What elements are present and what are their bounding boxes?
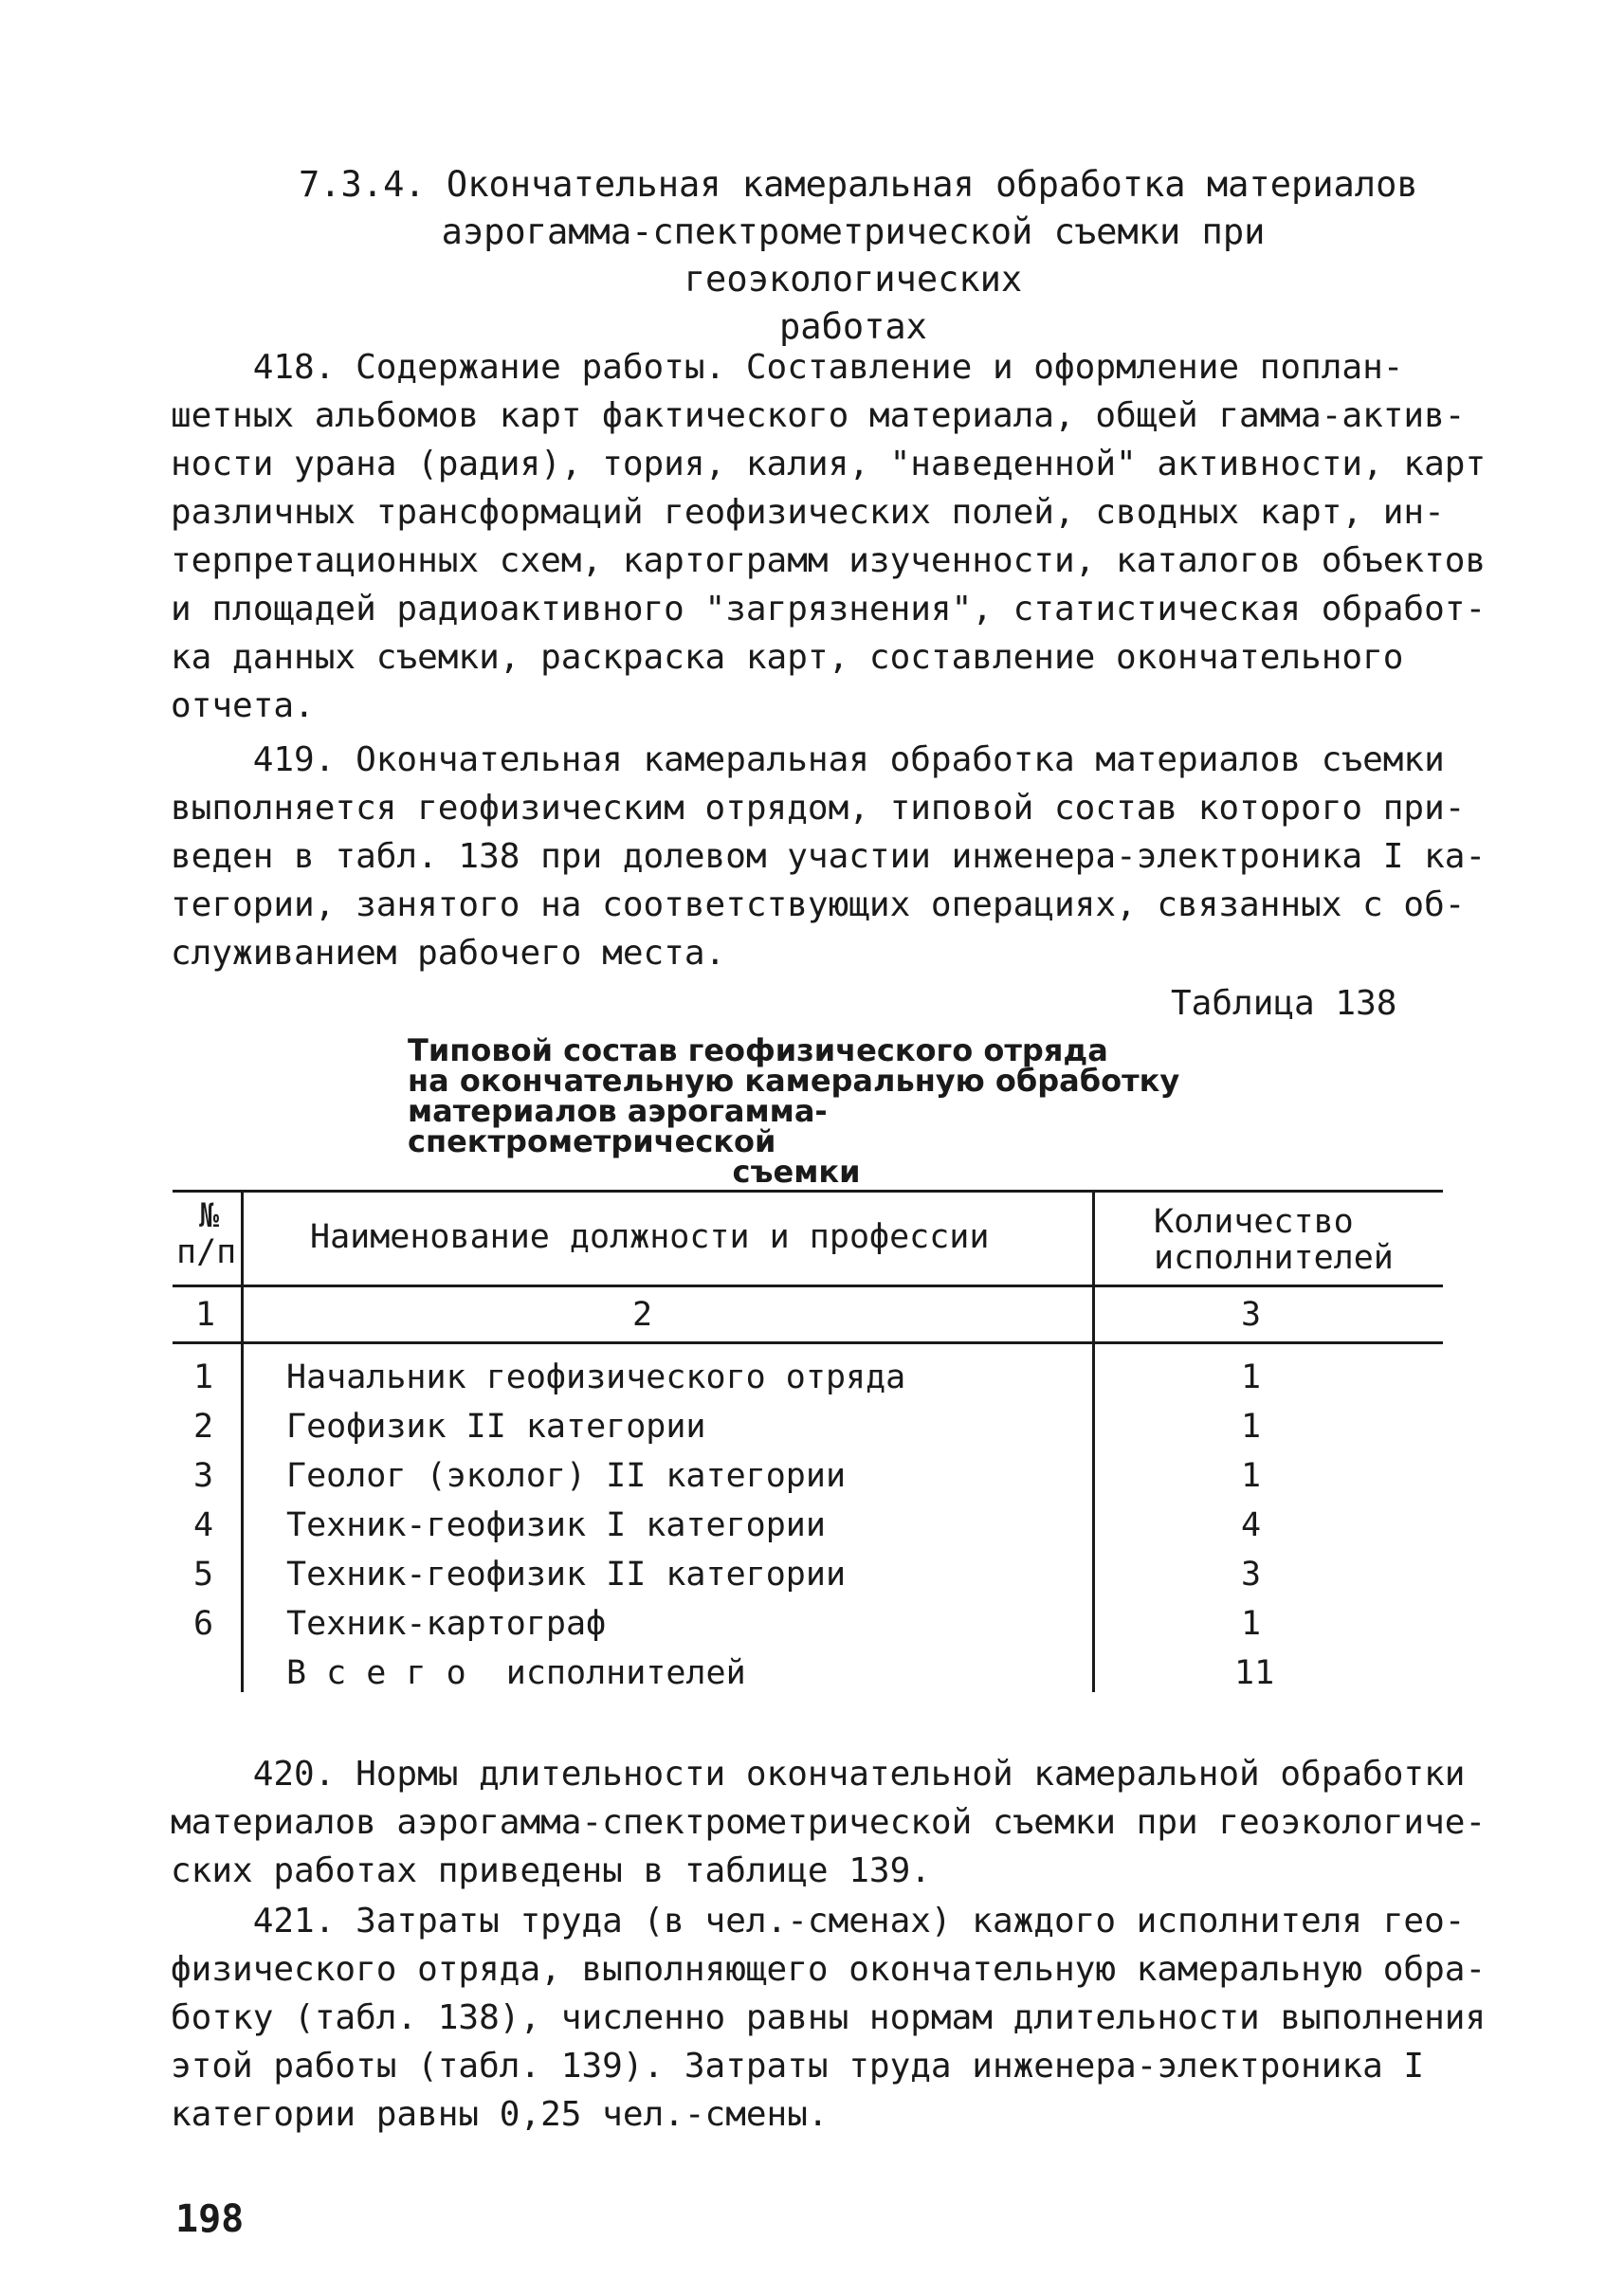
row-qty: 3 xyxy=(1241,1556,1262,1594)
section-heading xyxy=(284,161,1422,351)
row-num: 1 xyxy=(193,1358,214,1396)
row-num: 5 xyxy=(193,1556,214,1594)
col-number-3: 3 xyxy=(1241,1296,1262,1334)
header-bottom-rule xyxy=(173,1285,1443,1287)
paragraph-421: 421. Затраты труда (в чел.-сменах) каждого исполнителя гео- физического отряда, выполняющего окончательную камеральную обра- ботку (табл. 138), численно равны нормам длительности выполнения этой работы (табл. 139). Затраты труда инженера-электроника I категории равны 0,25 чел.-смены. xyxy=(171,1902,1487,2134)
row-qty: 1 xyxy=(1241,1358,1262,1396)
table-divider-left xyxy=(241,1190,244,1692)
heading-line-3: работах xyxy=(779,306,927,347)
heading-line-2: аэрогамма-спектрометрической съемки при геоэкологических xyxy=(441,211,1266,300)
table-number: Таблица 138 xyxy=(1171,984,1397,1023)
header-name: Наименование должности и профессии xyxy=(310,1218,990,1256)
row-position: Техник-геофизик I категории xyxy=(286,1506,826,1544)
row-position: Начальник геофизического отряда xyxy=(286,1358,906,1396)
table-title-line-3: материалов аэрогамма-спектрометрической xyxy=(408,1093,828,1159)
paragraph-420: 420. Нормы длительности окончательной камеральной обработки материалов аэрогамма-спектрометрической съемки при геоэкологиче- ских работах приведены в таблице 139. xyxy=(171,1755,1487,1890)
row-qty: 1 xyxy=(1241,1408,1262,1446)
table-title-line-1: Типовой состав геофизического отряда xyxy=(408,1032,1108,1068)
row-num: 4 xyxy=(193,1506,214,1544)
row-position: Геофизик II категории xyxy=(286,1408,706,1446)
row-num: 3 xyxy=(193,1457,214,1495)
table-title-line-2: на окончательную камеральную обработку xyxy=(408,1063,1180,1099)
row-num: 6 xyxy=(193,1605,214,1643)
table-top-rule xyxy=(173,1190,1443,1193)
heading-line-1: 7.3.4. Окончательная камеральная обработка материалов xyxy=(299,164,1418,205)
row-qty: 1 xyxy=(1241,1605,1262,1643)
table-divider-right xyxy=(1092,1190,1095,1692)
row-position: Геолог (эколог) II категории xyxy=(286,1457,847,1495)
header-num-symbol: № xyxy=(199,1197,220,1235)
paragraph-418: 418. Содержание работы. Составление и оформление поплан- шетных альбомов карт фактического материала, общей гамма-актив- ности урана (радия), тория, калия, "наведенной" активности, карт различных трансформаций геофизических полей, сводных карт, ин- терпретационных схем, картограмм изученности, каталогов объектов и площадей радиоактивного "загрязнения", статистическая обработ- ка данных съемки, раскраска карт, составление окончательного отчета. xyxy=(171,348,1487,725)
page-number: 198 xyxy=(175,2197,245,2241)
row-position: Техник-картограф xyxy=(286,1605,607,1643)
total-label: В с е г о исполнителей xyxy=(286,1654,746,1692)
header-qty-line-2: исполнителей xyxy=(1154,1239,1394,1277)
row-qty: 1 xyxy=(1241,1457,1262,1495)
row-qty: 4 xyxy=(1241,1506,1262,1544)
table-title xyxy=(398,1032,1195,1190)
header-num-label: п/п xyxy=(176,1233,237,1271)
row-num: 2 xyxy=(193,1408,214,1446)
row-position: Техник-геофизик II категории xyxy=(286,1556,847,1594)
total-qty: 11 xyxy=(1234,1654,1275,1692)
col-number-rule xyxy=(173,1341,1443,1344)
col-number-2: 2 xyxy=(632,1296,653,1334)
header-qty-line-1: Количество xyxy=(1154,1203,1354,1241)
paragraph-419: 419. Окончательная камеральная обработка материалов съемки выполняется геофизическим отрядом, типовой состав которого при- веден в табл. 138 при долевом участии инженера-электроника I ка- тегории, занятого на соответствующих операциях, связанных с об- служиванием рабочего места. xyxy=(171,740,1487,973)
table-title-line-4: съемки xyxy=(732,1154,861,1190)
col-number-1: 1 xyxy=(195,1296,216,1334)
